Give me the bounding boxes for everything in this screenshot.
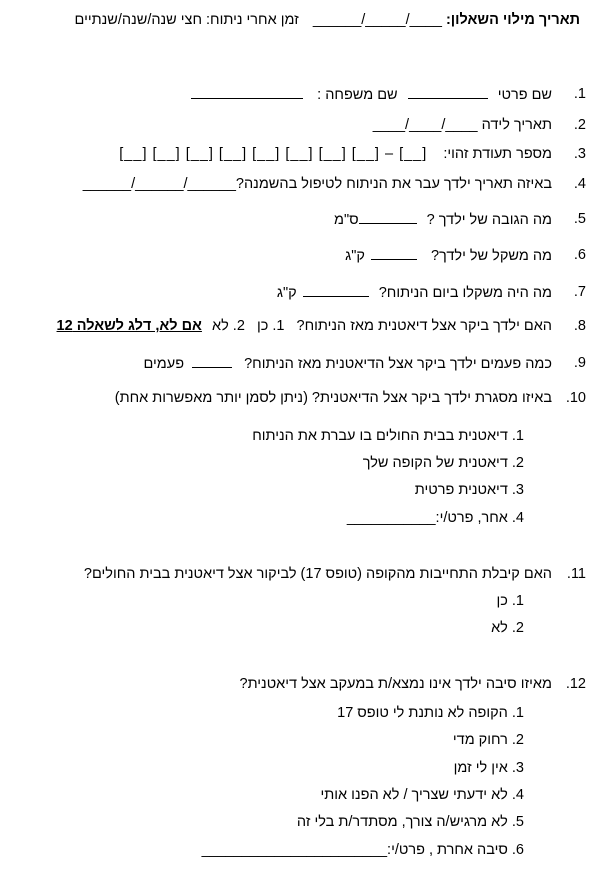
skip-instruction: אם לא, דלג לשאלה 12 — [56, 318, 202, 334]
question-number: 8. — [573, 318, 586, 334]
time-after-surgery-label: זמן אחרי ניתוח: חצי שנה/שנה/שנתיים — [74, 12, 299, 28]
fill-date-blank[interactable]: ____/_____/______ — [312, 12, 442, 28]
question-number: 11. — [566, 566, 586, 582]
option-too-far[interactable]: 2. רחוק מדי — [452, 732, 524, 748]
birth-date-field[interactable]: תאריך לידה ____/____/____ — [372, 117, 552, 133]
option-yes[interactable]: 1. כן — [256, 318, 285, 334]
option-yes[interactable]: 1. כן — [496, 593, 524, 609]
option-no-need[interactable]: 5. לא מרגיש/ה צורך, מסתדר/ת בלי זה — [296, 814, 524, 830]
last-name-label: שם משפחה : — [317, 87, 398, 103]
visit-count-field[interactable] — [192, 355, 232, 368]
first-name-label: שם פרטי — [497, 87, 552, 103]
height-unit: ס"מ — [333, 212, 359, 228]
option-no[interactable]: 2. לא — [491, 620, 524, 636]
question-11-text: האם קיבלת התחייבות מהקופה (טופס 17) לביקור אצל דיאטנית בבית החולים? — [83, 566, 552, 582]
question-number: 9. — [573, 355, 586, 371]
surgery-date-field[interactable]: באיזה תאריך ילדך עבר את הניתוח לטיפול בהשמנה?______/______/______ — [82, 176, 552, 192]
question-5-text — [334, 211, 552, 228]
option-other[interactable]: 4. אחר, פרט/י:___________ — [346, 510, 524, 526]
id-number-boxes[interactable]: [__] [__] [__] [__] [__] [__] [__] [__] – [__] — [119, 146, 428, 162]
option-no[interactable]: 2. לא — [211, 318, 245, 334]
visit-count-unit: פעמים — [143, 356, 185, 372]
first-name-field[interactable] — [408, 86, 488, 99]
surgery-weight-field[interactable] — [303, 284, 369, 297]
question-number: 12. — [565, 676, 586, 692]
question-9-text — [144, 355, 553, 372]
question-3-text — [119, 146, 552, 162]
option-hospital-dietitian[interactable]: 1. דיאטנית בבית החולים בו עברת את הניתוח — [252, 428, 524, 444]
question-number: 3. — [573, 146, 586, 162]
option-no-time[interactable]: 3. אין לי זמן — [453, 760, 524, 776]
question-6-text — [345, 247, 552, 264]
question-1-text — [191, 86, 552, 103]
question-number: 2. — [573, 117, 586, 133]
question-number: 4. — [573, 176, 586, 192]
surgery-weight-label: מה היה משקלו ביום הניתוח? — [378, 285, 552, 301]
weight-field[interactable] — [371, 247, 417, 260]
question-number: 6. — [573, 247, 586, 263]
question-number: 7. — [573, 284, 586, 300]
dietitian-visit-question: האם ילדך ביקר אצל דיאטנית מאז הניתוח? — [296, 318, 552, 334]
question-number: 1. — [573, 86, 586, 102]
option-hmo-dietitian[interactable]: 2. דיאטנית של הקופה שלך — [362, 455, 524, 471]
weight-unit: ק"ג — [345, 248, 365, 264]
visit-count-label: כמה פעמים ילדך ביקר אצל הדיאטנית מאז הניתוח? — [244, 356, 552, 372]
height-label: מה הגובה של ילדך ? — [426, 212, 552, 228]
option-other-reason[interactable]: 6. סיבה אחרת , פרט/י:_______________________ — [201, 842, 524, 858]
id-number-label: מספר תעודת זהוי: — [443, 146, 552, 162]
surgery-weight-unit: ק"ג — [276, 285, 297, 301]
question-number: 5. — [573, 211, 586, 227]
last-name-field[interactable] — [191, 86, 303, 99]
height-field[interactable] — [359, 211, 417, 224]
option-private-dietitian[interactable]: 3. דיאטנית פרטית — [414, 482, 524, 498]
form-header — [14, 12, 580, 28]
question-7-text — [277, 284, 552, 301]
weight-label: מה משקל של ילדך? — [430, 248, 552, 264]
option-no-form-17[interactable]: 1. הקופה לא נותנת לי טופס 17 — [337, 705, 524, 721]
option-not-referred[interactable]: 4. לא ידעתי שצריך / לא הפנו אותי — [320, 787, 524, 803]
question-10-text: באיזו מסגרת ילדך ביקר אצל הדיאטנית? (ניתן לסמן יותר מאפשרות אחת) — [114, 390, 552, 406]
fill-date-label: תאריך מילוי השאלון: — [445, 12, 580, 28]
question-number: 10. — [565, 390, 586, 406]
question-12-text: מאיזו סיבה ילדך אינו נמצא/ת במעקב אצל דיאטנית? — [239, 676, 552, 692]
question-8-text — [57, 318, 552, 334]
